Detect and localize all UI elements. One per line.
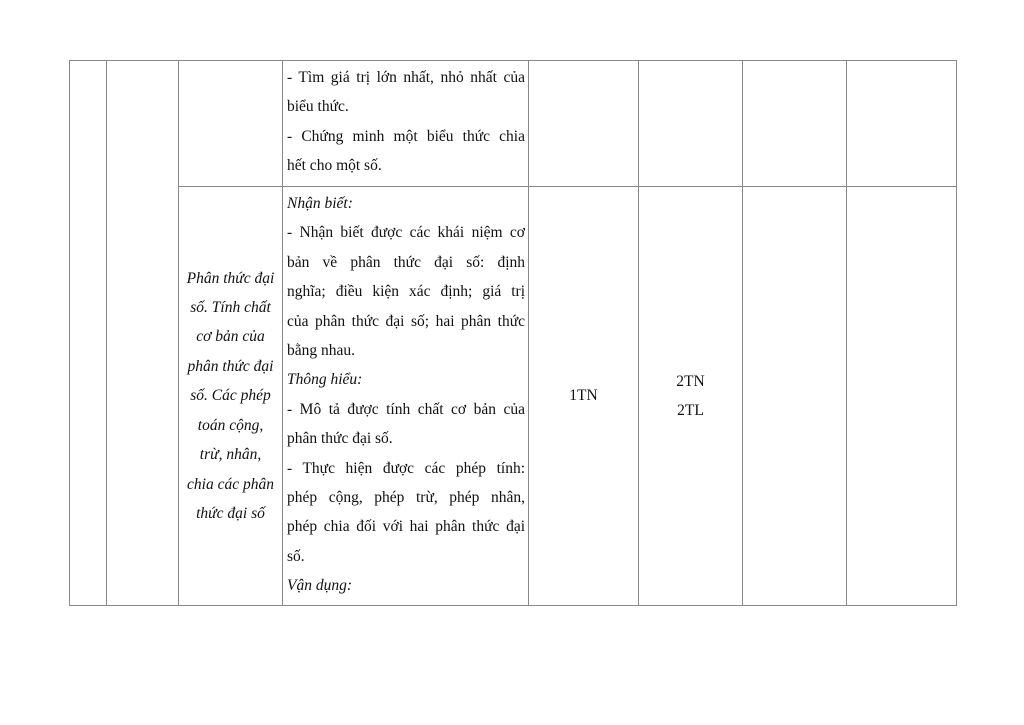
content-line: hết cho một số. bbox=[287, 157, 382, 175]
count-van-dung-cao-cell bbox=[847, 187, 957, 606]
content-line: - Nhận biết được các khái niệm cơ bbox=[287, 224, 525, 242]
topic-line: cơ bản của bbox=[196, 328, 265, 346]
level-heading-nhan-biet: Nhận biết: bbox=[287, 195, 353, 212]
content-line: - Tìm giá trị lớn nhất, nhỏ nhất của bbox=[287, 69, 525, 86]
count-thong-hieu-cell bbox=[639, 61, 743, 187]
content-line: phép chia đối với hai phân thức đại bbox=[287, 518, 525, 536]
topic-line: số. Tính chất bbox=[190, 299, 271, 317]
level-heading-van-dung: Vận dụng: bbox=[287, 577, 353, 595]
content-line: - Mô tả được tính chất cơ bản của bbox=[287, 400, 525, 418]
topic-line: chia các phân bbox=[187, 475, 274, 493]
count-value: 1TN bbox=[569, 387, 598, 405]
topic-line: phân thức đại bbox=[187, 357, 274, 375]
count-nhan-biet-cell bbox=[529, 61, 639, 187]
index-cell bbox=[70, 61, 107, 606]
content-line: nghĩa; điều kiện xác định; giá trị bbox=[287, 283, 525, 301]
content-line: của phân thức đại số; hai phân thức bbox=[287, 312, 525, 330]
table-row bbox=[70, 61, 957, 187]
count-van-dung-cao-cell bbox=[847, 61, 957, 187]
count-van-dung-cell bbox=[743, 187, 847, 606]
content-line: phân thức đại số. bbox=[287, 430, 393, 448]
count-value: 2TN bbox=[676, 372, 705, 390]
topic-line: trừ, nhân, bbox=[199, 446, 262, 464]
topic-line: số. Các phép bbox=[190, 387, 271, 405]
count-value: 2TL bbox=[677, 402, 704, 419]
content-line: bằng nhau. bbox=[287, 342, 356, 360]
chapter-cell bbox=[107, 61, 179, 606]
content-cell bbox=[283, 61, 529, 187]
level-heading-thong-hieu: Thông hiểu: bbox=[287, 371, 363, 389]
content-line: số. bbox=[287, 547, 305, 565]
content-line: biểu thức. bbox=[287, 98, 349, 116]
topic-line: Phân thức đại bbox=[186, 269, 275, 287]
content-cell bbox=[283, 187, 529, 606]
topic-cell bbox=[179, 187, 283, 606]
topic-cell-empty bbox=[179, 61, 283, 187]
content-line: - Thực hiện được các phép tính: bbox=[287, 459, 525, 477]
count-van-dung-cell bbox=[743, 61, 847, 187]
content-line: - Chứng minh một biểu thức chia bbox=[287, 127, 525, 145]
content-line: phép cộng, phép trừ, phép nhân, bbox=[287, 489, 525, 507]
table-row bbox=[70, 187, 957, 606]
specification-table bbox=[69, 60, 957, 606]
content-line: bản về phân thức đại số: định bbox=[287, 253, 525, 271]
topic-line: toán cộng, bbox=[197, 416, 264, 434]
count-thong-hieu-cell bbox=[639, 187, 743, 606]
topic-line: thức đại số bbox=[196, 504, 265, 522]
count-nhan-biet-cell bbox=[529, 187, 639, 606]
